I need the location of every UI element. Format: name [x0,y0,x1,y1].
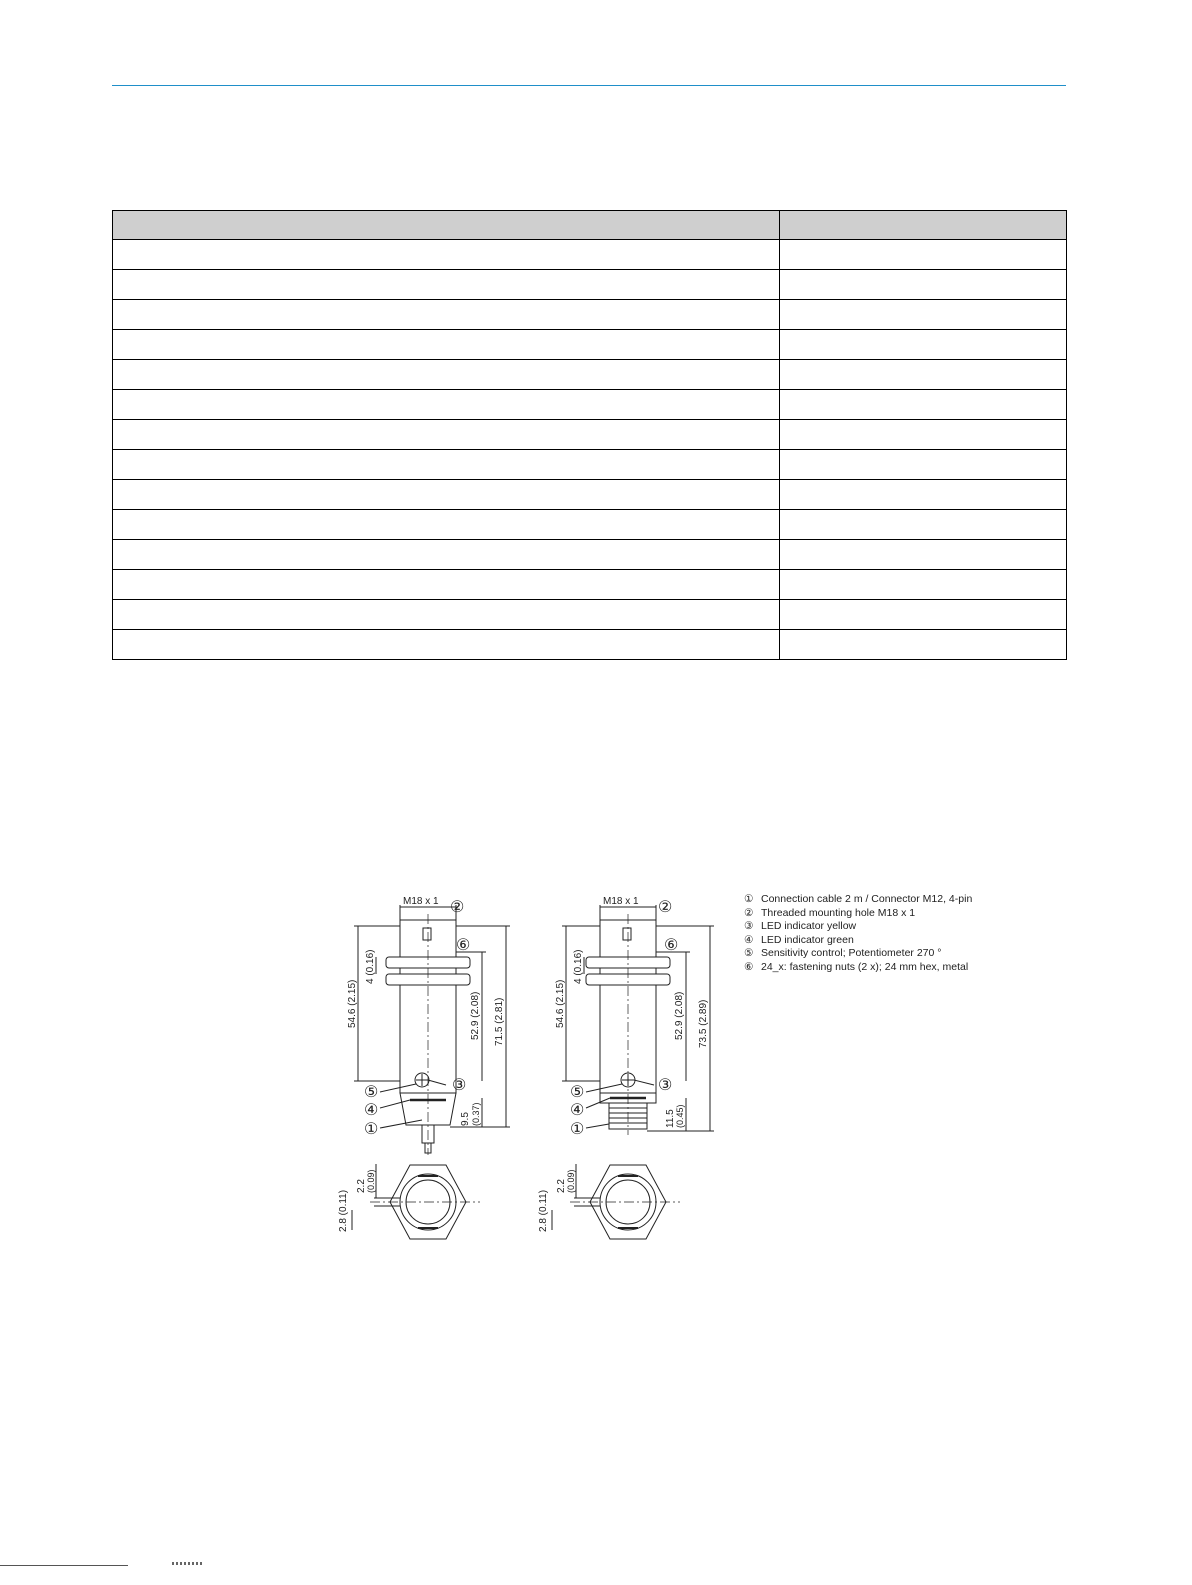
table-row [113,510,1067,540]
legend-text: Sensitivity control; Potentiometer 270 ° [761,947,942,959]
legend-number: ② [744,906,754,919]
callout-2: ② [450,899,465,916]
table-header-row [113,211,1067,240]
callout-6: ⑥ [664,937,679,954]
legend-number: ⑤ [744,947,754,959]
thread-label: M18 x 1 [603,896,639,907]
callout-4: ④ [364,1102,379,1119]
table-cell [113,510,780,540]
legend-item [744,893,972,907]
table-cell [780,330,1067,360]
table-cell [780,600,1067,630]
table-cell [113,540,780,570]
sensor-cable-version [338,896,510,1239]
dim-label: 73.5 (2.89) [698,999,709,1048]
table-row [113,450,1067,480]
leader-line [380,1120,422,1128]
dim-label: (0.09) [566,1169,576,1193]
table-cell [113,630,780,660]
table-row [113,630,1067,660]
leader-line [380,1084,416,1092]
table-cell [780,480,1067,510]
table-row [113,300,1067,330]
dim-label: 2.8 (0.11) [338,1189,349,1232]
table-cell [113,240,780,270]
table-cell [113,270,780,300]
table-cell [780,240,1067,270]
table-cell [780,300,1067,330]
table-row [113,240,1067,270]
dim-label: 2.2 [356,1179,367,1193]
dim-label: 52.9 (2.08) [470,991,481,1040]
drawing-legend [744,893,972,974]
dim-label: 9.5 [460,1112,471,1126]
leader-line [586,1084,622,1092]
callout-3: ③ [452,1077,467,1094]
legend-item [744,947,972,961]
legend-number: ③ [744,920,754,932]
table-cell [780,540,1067,570]
leader-line [428,1080,446,1085]
dim-label: (0.09) [366,1169,376,1193]
dim-label: (0.37) [471,1102,481,1126]
leader-line [380,1100,410,1108]
table-row [113,570,1067,600]
footer-rule [0,1565,128,1566]
dim-label: 54.6 (2.15) [347,979,358,1028]
table-row [113,600,1067,630]
legend-item [744,934,972,948]
table-cell [113,450,780,480]
table-cell [780,510,1067,540]
callout-6: ⑥ [456,937,471,954]
legend-number: ④ [744,933,754,946]
slot [623,928,631,940]
table-cell [780,270,1067,300]
footer-marks [172,1562,202,1565]
dim-label: (0.45) [675,1104,685,1128]
dim-label: 11.5 [665,1109,676,1128]
legend-number: ① [744,893,754,905]
legend-text: Connection cable 2 m / Connector M12, 4-pin [761,893,973,905]
leader-line [634,1080,654,1085]
callout-5: ⑤ [364,1084,379,1101]
table-cell [780,570,1067,600]
table-cell [113,300,780,330]
table-cell [113,420,780,450]
dim-label: 2.8 (0.11) [538,1189,549,1232]
table-header-cell [780,211,1067,240]
leader-line [586,1124,609,1128]
table-cell [780,450,1067,480]
table-cell [113,570,780,600]
table-cell [113,600,780,630]
table-cell [780,360,1067,390]
callout-2: ② [658,899,673,916]
table-row [113,330,1067,360]
table-cell [780,390,1067,420]
callout-1: ① [570,1121,585,1138]
legend-text: LED indicator yellow [761,920,857,932]
table-cell [113,390,780,420]
dim-label: 54.6 (2.15) [555,979,566,1028]
dim-label: 4 (0.16) [573,949,584,984]
legend-item [744,920,972,934]
table-row [113,360,1067,390]
legend-text: Threaded mounting hole M18 x 1 [761,906,916,919]
table-cell [113,360,780,390]
dim-label: 52.9 (2.08) [674,991,685,1040]
table-row [113,480,1067,510]
callout-1: ① [364,1121,379,1138]
legend-item [744,961,972,975]
table-cell [780,630,1067,660]
dim-label: 71.5 (2.81) [494,997,505,1046]
thread-label: M18 x 1 [403,896,439,907]
callout-5: ⑤ [570,1084,585,1101]
slot [423,928,431,940]
table-row [113,270,1067,300]
table-row [113,390,1067,420]
legend-item [744,907,972,921]
legend-text: 24_x: fastening nuts (2 x); 24 mm hex, metal [761,960,969,973]
table-cell [113,480,780,510]
table-cell [113,330,780,360]
dimensional-drawing [330,880,730,1250]
table-header-cell [113,211,780,240]
table-cell [780,420,1067,450]
table-row [113,420,1067,450]
callout-4: ④ [570,1102,585,1119]
legend-number: ⑥ [744,960,754,973]
sensor-connector-version [538,896,714,1239]
header-rule [112,85,1066,86]
dim-label: 2.2 [556,1179,567,1193]
callout-3: ③ [658,1077,673,1094]
dim-label: 4 (0.16) [365,949,376,984]
table-row [113,540,1067,570]
legend-text: LED indicator green [761,933,854,946]
spec-table [112,210,1067,660]
